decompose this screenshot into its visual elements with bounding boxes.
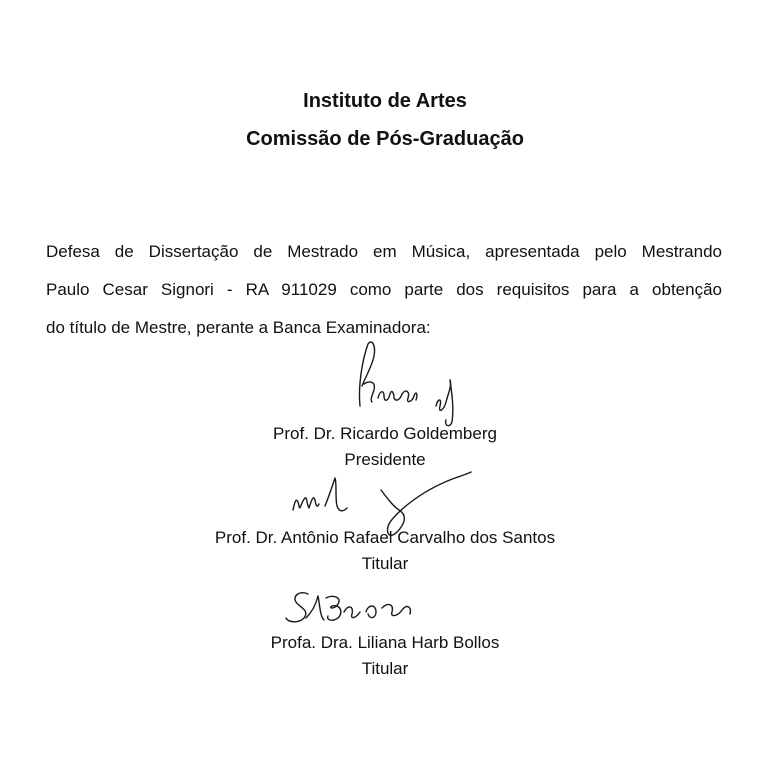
signature-3 bbox=[282, 584, 432, 636]
committee-title: Comissão de Pós-Graduação bbox=[246, 128, 524, 150]
signature-1 bbox=[340, 336, 480, 428]
member-2-name: Prof. Dr. Antônio Rafael Carvalho dos Santos bbox=[214, 528, 556, 547]
institution-title: Instituto de Artes bbox=[303, 90, 467, 112]
member-1-role: Presidente bbox=[344, 450, 426, 469]
member-1-name: Prof. Dr. Ricardo Goldemberg bbox=[273, 424, 497, 443]
member-3-name: Profa. Dra. Liliana Harb Bollos bbox=[270, 633, 500, 652]
statement-line-3: do título de Mestre, perante a Banca Examinadora: bbox=[46, 318, 431, 337]
member-2-role: Titular bbox=[361, 554, 409, 573]
statement-line-1: Defesa de Dissertação de Mestrado em Música, apresentada pelo Mestrando bbox=[46, 242, 722, 261]
member-3-role: Titular bbox=[361, 659, 409, 678]
statement-line-2: Paulo Cesar Signori - RA 911029 como parte dos requisitos para a obtenção bbox=[46, 280, 722, 299]
